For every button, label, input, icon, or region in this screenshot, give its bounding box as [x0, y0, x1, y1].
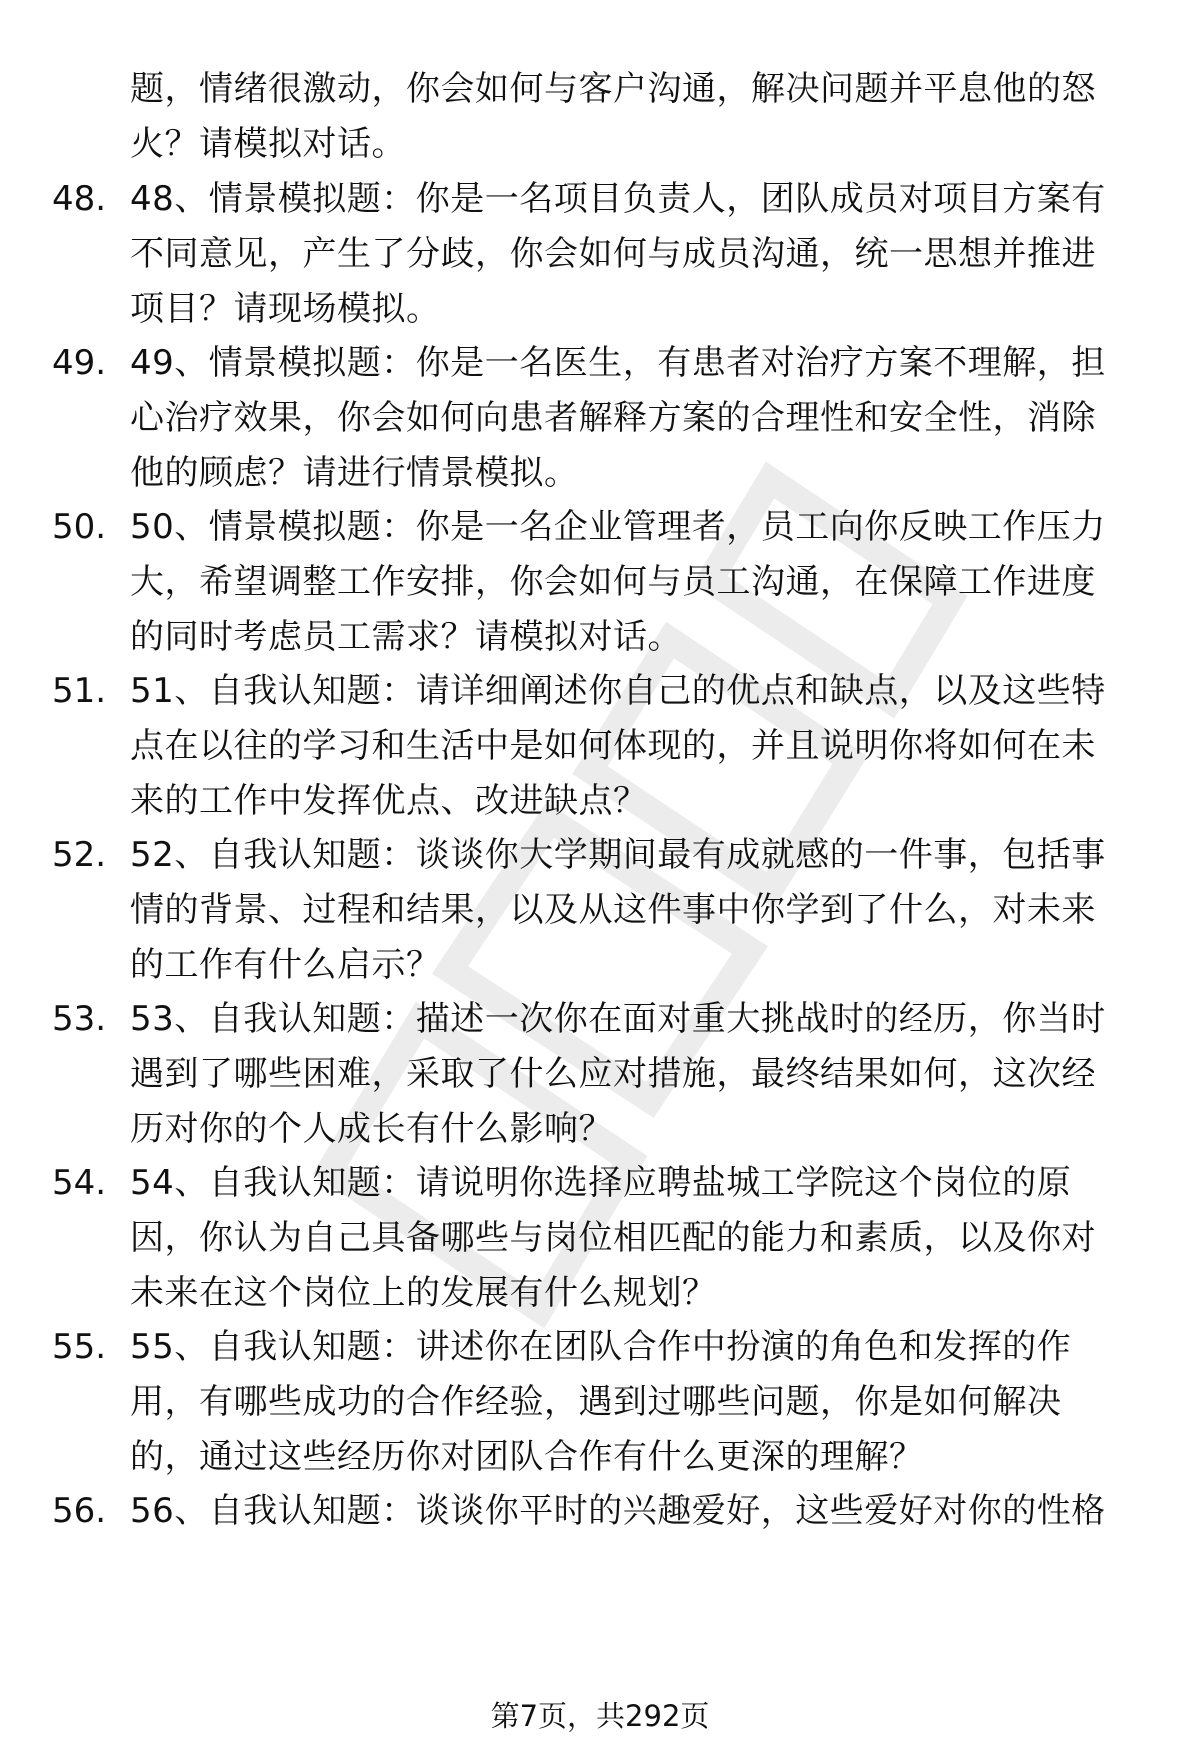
item-text: 50、情景模拟题：你是一名企业管理者，员工向你反映工作压力 大，希望调整工作安排，你会如何与员工沟通，在保障工作进度 的同时考虑员工需求？请模拟对话。	[130, 507, 1106, 657]
item-number: 52.	[52, 835, 107, 875]
item-number: 53.	[52, 999, 107, 1039]
item-number: 54.	[52, 1163, 107, 1203]
item-number: 51.	[52, 671, 107, 711]
item-text: 48、情景模拟题：你是一名项目负责人，团队成员对项目方案有 不同意见，产生了分歧，你会如何与成员沟通，统一思想并推进 项目？请现场模拟。	[130, 179, 1106, 329]
item-number: 50.	[52, 507, 107, 547]
item-number: 56.	[52, 1491, 107, 1531]
page-footer: 第7页，共292页	[490, 1699, 710, 1733]
item-text: 55、自我认知题：讲述你在团队合作中扮演的角色和发挥的作 用，有哪些成功的合作经验，遇到过哪些问题，你是如何解决 的，通过这些经历你对团队合作有什么更深的理解？	[130, 1327, 1072, 1477]
item-text: 49、情景模拟题：你是一名医生，有患者对治疗方案不理解，担 心治疗效果，你会如何向患者解释方案的合理性和安全性，消除 他的顾虑？请进行情景模拟。	[130, 343, 1106, 493]
item-text: 51、自我认知题：请详细阐述你自己的优点和缺点，以及这些特 点在以往的学习和生活中是如何体现的，并且说明你将如何在未 来的工作中发挥优点、改进缺点？	[130, 671, 1106, 821]
item-text: 53、自我认知题：描述一次你在面对重大挑战时的经历，你当时 遇到了哪些困难，采取了什么应对措施，最终结果如何，这次经 历对你的个人成长有什么影响？	[130, 999, 1106, 1149]
item-number: 55.	[52, 1327, 107, 1367]
item-number: 48.	[52, 179, 107, 219]
item-number: 49.	[52, 343, 107, 383]
item-text: 52、自我认知题：谈谈你大学期间最有成就感的一件事，包括事 情的背景、过程和结果，以及从这件事中你学到了什么，对未来 的工作有什么启示？	[130, 835, 1106, 985]
item-text: 54、自我认知题：请说明你选择应聘盐城工学院这个岗位的原 因，你认为自己具备哪些与岗位相匹配的能力和素质，以及你对 未来在这个岗位上的发展有什么规划？	[130, 1163, 1096, 1313]
continued-question-text: 题，情绪很激动，你会如何与客户沟通，解决问题并平息他的怒 火？请模拟对话。	[130, 69, 1096, 164]
item-text: 56、自我认知题：谈谈你平时的兴趣爱好，这些爱好对你的性格	[130, 1491, 1106, 1531]
